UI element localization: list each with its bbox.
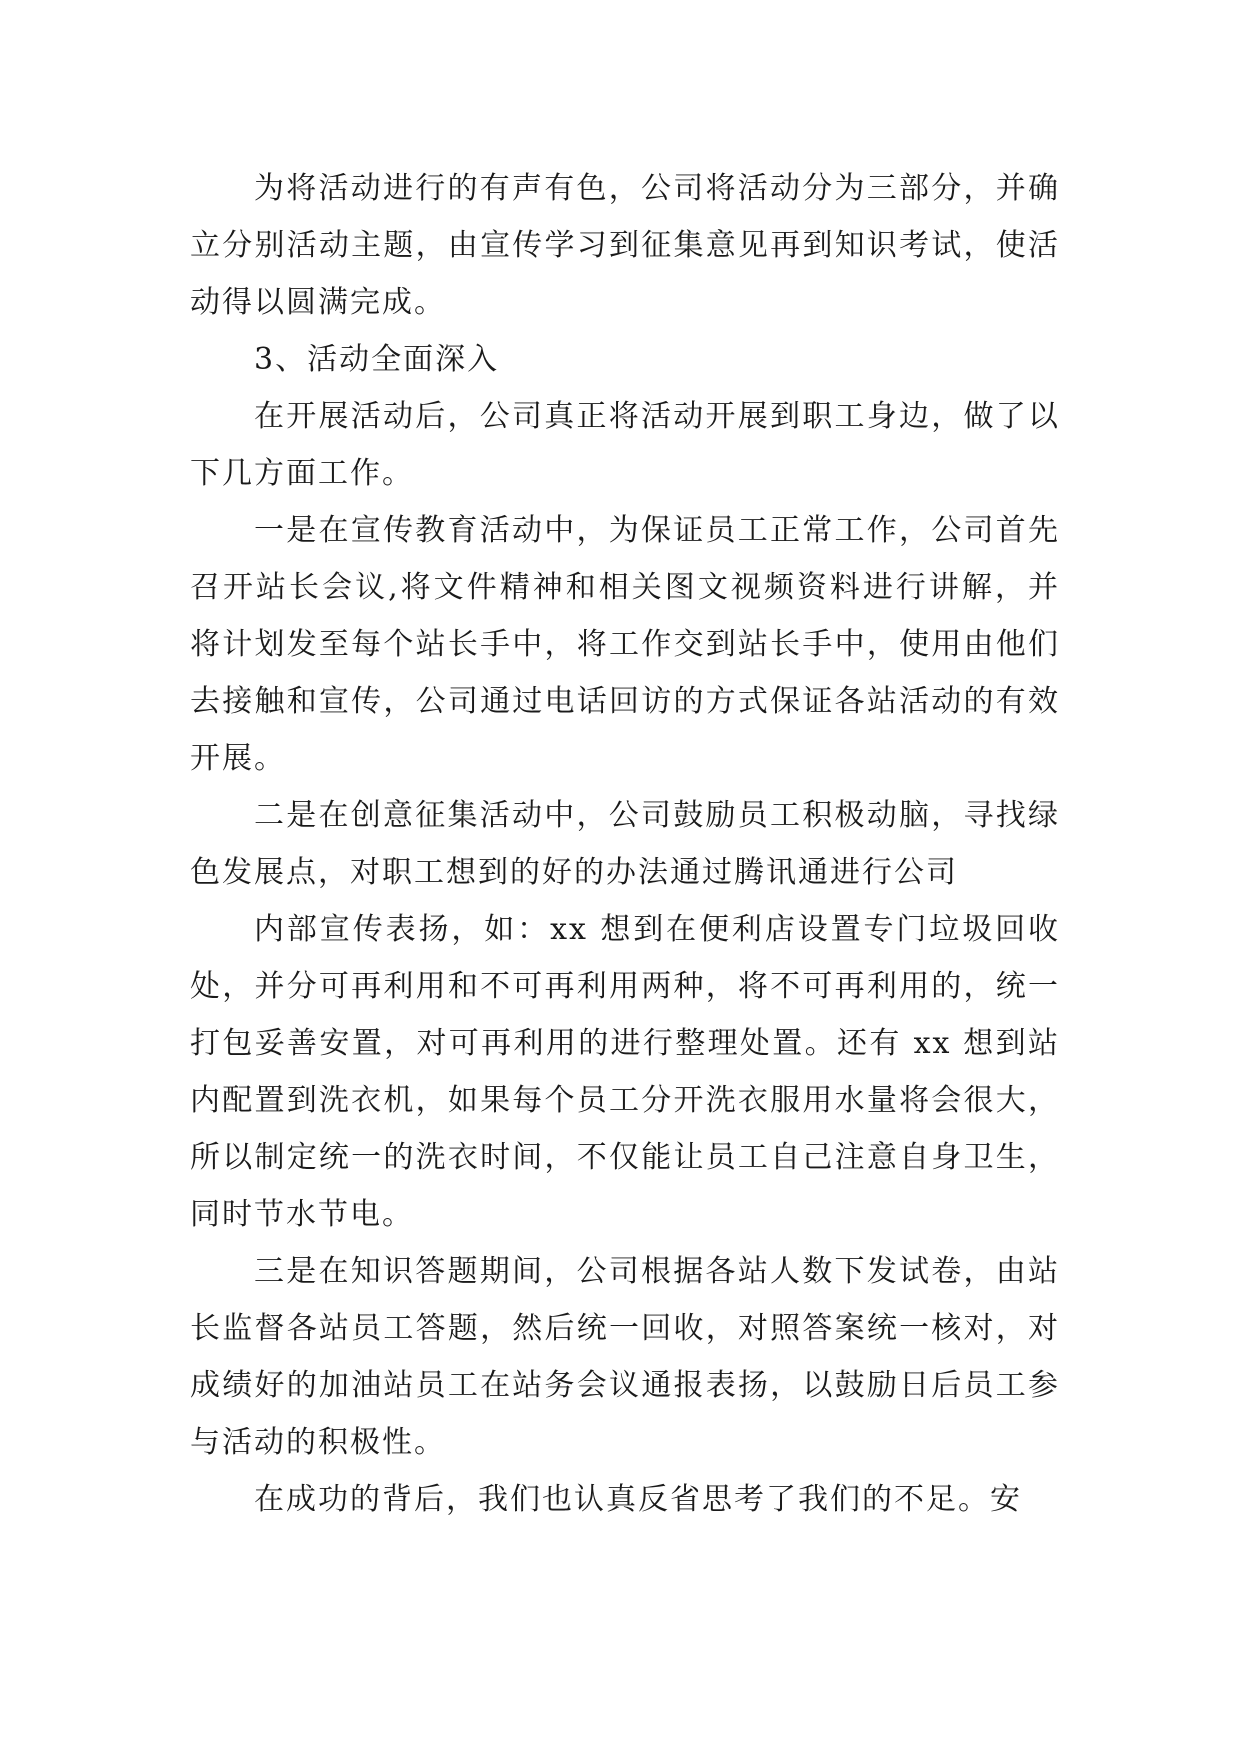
paragraph-reflection: 在成功的背后，我们也认真反省思考了我们的不足。安 [254,1482,1022,1517]
paragraph-activity-parts: 为将活动进行的有声有色，公司将活动分为三部分，并确立分别活动主题，由宣传学习到征集意见再到知识考试，使活动得以圆满完成。 [190,171,1060,320]
paragraph-idea-collection: 二是在创意征集活动中，公司鼓励员工积极动脑，寻找绿色发展点，对职工想到的好的办法通过腾讯通进行公司 [190,798,1060,890]
paragraph-publicity-education: 一是在宣传教育活动中，为保证员工正常工作，公司首先召开站长会议,将文件精神和相关图文视频资料进行讲解，并将计划发至每个站长手中，将工作交到站长手中，使用由他们去接触和宣传，公司通过电话回访的方式保证各站活动的有效开展。 [190,513,1060,776]
paragraph-activity-launch: 在开展活动后，公司真正将活动开展到职工身边，做了以下几方面工作。 [190,399,1060,491]
section-heading-activity-depth: 3、活动全面深入 [254,342,500,377]
document-body [190,160,1060,1528]
paragraph-knowledge-quiz: 三是在知识答题期间，公司根据各站人数下发试卷，由站长监督各站员工答题，然后统一回收，对照答案统一核对，对成绩好的加油站员工在站务会议通报表扬，以鼓励日后员工参与活动的积极性。 [190,1254,1060,1460]
paragraph-internal-praise: 内部宣传表扬，如：xx 想到在便利店设置专门垃圾回收处，并分可再利用和不可再利用两种，将不可再利用的，统一打包妥善安置，对可再利用的进行整理处置。还有 xx 想到站内配置到洗衣机，如果每个员工分开洗衣服用水量将会很大，所以制定统一的洗衣时间，不仅能让员工自己注意自身卫生，同时节水节电。 [190,912,1060,1232]
